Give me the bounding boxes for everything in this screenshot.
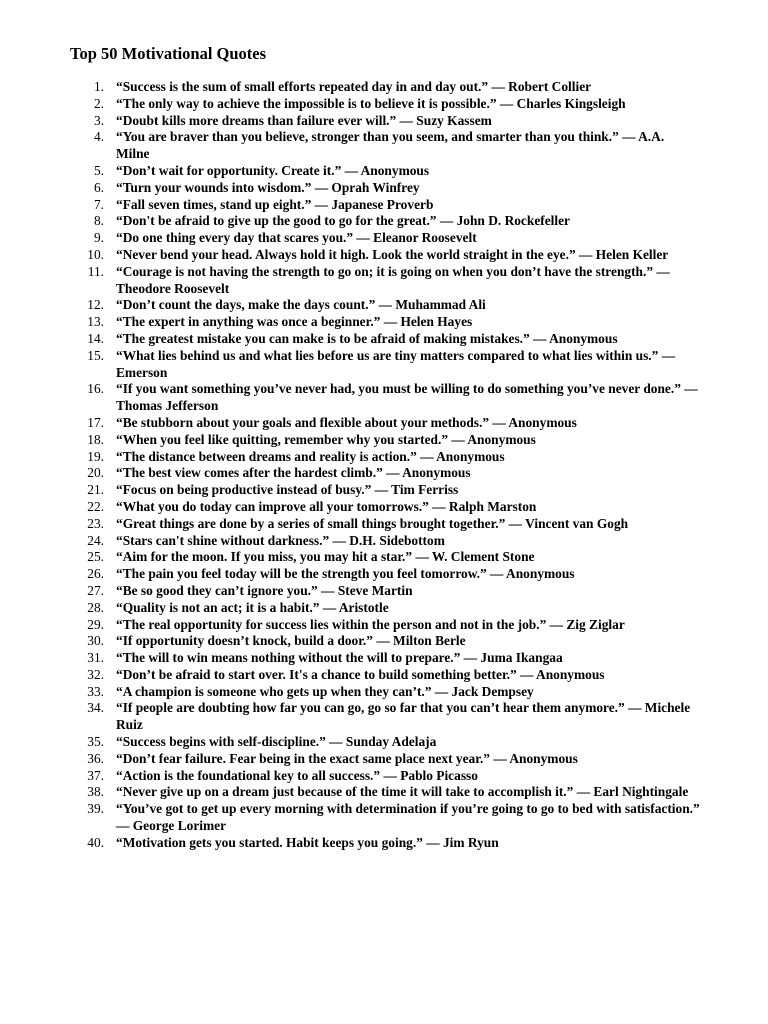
list-item bbox=[0, 432, 700, 449]
list-item bbox=[0, 96, 700, 113]
list-item bbox=[0, 79, 700, 96]
list-item-number: 24. bbox=[87, 532, 104, 548]
quote-text: “Courage is not having the strength to go on; it is going on when you don’t have the strength.” — Theodore Roosevelt bbox=[116, 263, 670, 296]
quote-text: “The best view comes after the hardest climb.” — Anonymous bbox=[116, 465, 471, 481]
quote-text: “Motivation gets you started. Habit keeps you going.” — Jim Ryun bbox=[116, 834, 499, 850]
list-item-number: 16. bbox=[87, 381, 104, 397]
list-item-number: 20. bbox=[87, 465, 104, 481]
list-item bbox=[0, 230, 700, 247]
list-item bbox=[0, 768, 700, 785]
list-item-number: 31. bbox=[87, 650, 104, 666]
quote-text: “Turn your wounds into wisdom.” — Oprah Winfrey bbox=[116, 179, 420, 195]
list-item-number: 34. bbox=[87, 700, 104, 716]
quote-text: “The will to win means nothing without the will to prepare.” — Juma Ikangaa bbox=[116, 650, 563, 666]
list-item-number: 1. bbox=[93, 79, 104, 94]
quote-text: “If people are doubting how far you can go, go so far that you can’t hear them anymore.” — Michele Ruiz bbox=[116, 700, 691, 733]
list-item-number: 2. bbox=[93, 95, 104, 111]
quote-text: “The only way to achieve the impossible is to believe it is possible.” — Charles Kingsleigh bbox=[116, 95, 626, 111]
list-item bbox=[0, 213, 700, 230]
list-item-number: 19. bbox=[87, 448, 104, 464]
list-item bbox=[0, 499, 700, 516]
quote-text: “The greatest mistake you can make is to be afraid of making mistakes.” — Anonymous bbox=[116, 330, 618, 346]
list-item-number: 4. bbox=[93, 129, 104, 145]
list-item-number: 9. bbox=[93, 230, 104, 246]
list-item-number: 27. bbox=[87, 582, 104, 598]
list-item bbox=[0, 549, 700, 566]
list-item-number: 21. bbox=[87, 482, 104, 498]
quote-text: “You are braver than you believe, stronger than you seem, and smarter than you think.” — A.A. Milne bbox=[116, 129, 665, 162]
list-item-number: 17. bbox=[87, 414, 104, 430]
quote-text: “When you feel like quitting, remember why you started.” — Anonymous bbox=[116, 431, 536, 447]
quote-text: “Success is the sum of small efforts repeated day in and day out.” — Robert Collier bbox=[116, 79, 592, 94]
list-item bbox=[0, 533, 700, 550]
quote-text: “You’ve got to get up every morning with determination if you’re going to go to bed with satisfaction.” — George Lorimer bbox=[116, 801, 700, 834]
quote-text: “Quality is not an act; it is a habit.” — Aristotle bbox=[116, 599, 389, 615]
list-item bbox=[0, 684, 700, 701]
quote-text: “Never give up on a dream just because of the time it will take to accomplish it.” — Earl Nightingale bbox=[116, 784, 689, 800]
list-item bbox=[0, 667, 700, 684]
quote-text: “Be stubborn about your goals and flexible about your methods.” — Anonymous bbox=[116, 414, 577, 430]
quote-text: “Aim for the moon. If you miss, you may hit a star.” — W. Clement Stone bbox=[116, 549, 535, 565]
quote-text: “What you do today can improve all your tomorrows.” — Ralph Marston bbox=[116, 498, 537, 514]
list-item bbox=[0, 516, 700, 533]
list-item-number: 28. bbox=[87, 599, 104, 615]
list-item-number: 18. bbox=[87, 431, 104, 447]
list-item-number: 39. bbox=[87, 801, 104, 817]
list-item-number: 23. bbox=[87, 515, 104, 531]
list-item-number: 8. bbox=[93, 213, 104, 229]
list-item-number: 14. bbox=[87, 330, 104, 346]
quote-text: “If you want something you’ve never had, you must be willing to do something you’ve never done.” — Thomas Jefferson bbox=[116, 381, 698, 414]
quote-text: “What lies behind us and what lies before us are tiny matters compared to what lies within us.” — Emerson bbox=[116, 347, 676, 380]
list-item-number: 15. bbox=[87, 347, 104, 363]
list-item bbox=[0, 449, 700, 466]
quote-text: “Don’t fear failure. Fear being in the exact same place next year.” — Anonymous bbox=[116, 750, 578, 766]
list-item-number: 13. bbox=[87, 314, 104, 330]
list-item bbox=[0, 264, 700, 298]
quote-text: “A champion is someone who gets up when they can’t.” — Jack Dempsey bbox=[116, 683, 534, 699]
list-item-number: 36. bbox=[87, 750, 104, 766]
list-item bbox=[0, 197, 700, 214]
quote-text: “Stars can't shine without darkness.” — D.H. Sidebottom bbox=[116, 532, 445, 548]
quote-text: “The real opportunity for success lies within the person and not in the job.” — Zig Ziglar bbox=[116, 616, 625, 632]
list-item bbox=[0, 348, 700, 382]
list-item bbox=[0, 617, 700, 634]
quote-text: “Don't be afraid to give up the good to go for the great.” — John D. Rockefeller bbox=[116, 213, 570, 229]
page-title: Top 50 Motivational Quotes bbox=[70, 44, 267, 63]
list-item-number: 37. bbox=[87, 767, 104, 783]
list-item bbox=[0, 113, 700, 130]
quote-text: “The expert in anything was once a beginner.” — Helen Hayes bbox=[116, 314, 473, 330]
list-item bbox=[0, 163, 700, 180]
list-item bbox=[0, 700, 700, 734]
list-item bbox=[0, 600, 700, 617]
list-item-number: 30. bbox=[87, 633, 104, 649]
quote-list bbox=[0, 79, 700, 852]
quote-text: “Success begins with self-discipline.” — Sunday Adelaja bbox=[116, 734, 437, 750]
list-item bbox=[0, 297, 700, 314]
list-item bbox=[0, 633, 700, 650]
list-item bbox=[0, 331, 700, 348]
list-item-number: 5. bbox=[93, 162, 104, 178]
list-item bbox=[0, 801, 700, 835]
list-item-number: 3. bbox=[93, 112, 104, 128]
list-item bbox=[0, 751, 700, 768]
list-item-number: 7. bbox=[93, 196, 104, 212]
list-item-number: 10. bbox=[87, 246, 104, 262]
list-item-number: 29. bbox=[87, 616, 104, 632]
list-item bbox=[0, 465, 700, 482]
quote-text: “Don’t count the days, make the days count.” — Muhammad Ali bbox=[116, 297, 486, 313]
list-item-number: 6. bbox=[93, 179, 104, 195]
list-item-number: 25. bbox=[87, 549, 104, 565]
list-item bbox=[0, 566, 700, 583]
quote-text: “Doubt kills more dreams than failure ever will.” — Suzy Kassem bbox=[116, 112, 492, 128]
quote-text: “The pain you feel today will be the strength you feel tomorrow.” — Anonymous bbox=[116, 566, 575, 582]
quote-text: “Don’t be afraid to start over. It's a chance to build something better.” — Anonymous bbox=[116, 666, 605, 682]
list-item-number: 40. bbox=[87, 834, 104, 850]
quote-text: “Action is the foundational key to all success.” — Pablo Picasso bbox=[116, 767, 478, 783]
quote-text: “Do one thing every day that scares you.” — Eleanor Roosevelt bbox=[116, 230, 477, 246]
list-item bbox=[0, 381, 700, 415]
list-item bbox=[0, 650, 700, 667]
list-item bbox=[0, 835, 700, 852]
list-item bbox=[0, 247, 700, 264]
list-item-number: 35. bbox=[87, 734, 104, 750]
list-item-number: 33. bbox=[87, 683, 104, 699]
list-item bbox=[0, 583, 700, 600]
list-item-number: 38. bbox=[87, 784, 104, 800]
list-item-number: 32. bbox=[87, 666, 104, 682]
quote-text: “If opportunity doesn’t knock, build a door.” — Milton Berle bbox=[116, 633, 466, 649]
quote-text: “Don’t wait for opportunity. Create it.” — Anonymous bbox=[116, 162, 430, 178]
list-item bbox=[0, 180, 700, 197]
list-item bbox=[0, 482, 700, 499]
list-item-number: 22. bbox=[87, 498, 104, 514]
list-item-number: 26. bbox=[87, 566, 104, 582]
quote-text: “Great things are done by a series of small things brought together.” — Vincent van Gogh bbox=[116, 515, 629, 531]
quote-text: “Fall seven times, stand up eight.” — Japanese Proverb bbox=[116, 196, 434, 212]
quote-text: “The distance between dreams and reality is action.” — Anonymous bbox=[116, 448, 505, 464]
quote-text: “Be so good they can’t ignore you.” — Steve Martin bbox=[116, 582, 413, 598]
list-item bbox=[0, 314, 700, 331]
list-item-number: 12. bbox=[87, 297, 104, 313]
list-item bbox=[0, 734, 700, 751]
list-item-number: 11. bbox=[87, 263, 104, 279]
list-item bbox=[0, 415, 700, 432]
quote-text: “Focus on being productive instead of busy.” — Tim Ferriss bbox=[116, 482, 459, 498]
list-item bbox=[0, 784, 700, 801]
list-item bbox=[0, 129, 700, 163]
quote-text: “Never bend your head. Always hold it high. Look the world straight in the eye.” — Helen Keller bbox=[116, 246, 669, 262]
